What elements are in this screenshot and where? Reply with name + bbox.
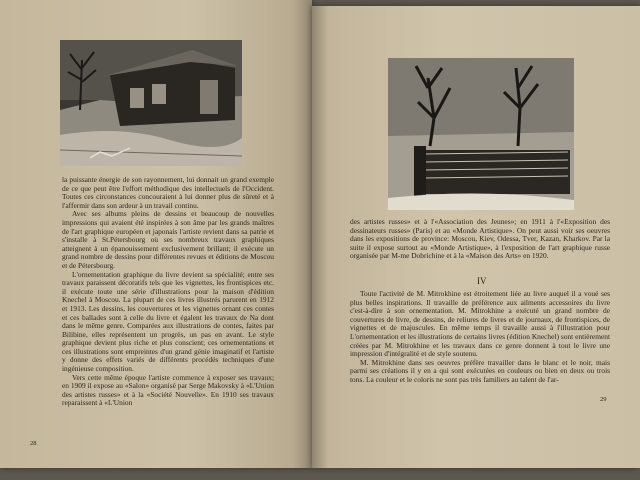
right-page xyxy=(312,6,640,468)
left-paragraph: Avec ses albums pleins de dessins et beaucoup de nouvelles impressions qui avaient été inspirées à son âme par les grands maîtres de l'art graphique européen et japonais l'artiste revient dans sa patrie et s'installe à St.Pétersbourg où ses nombreux travaux graphiques atteignent à un épanouissement exclusivement brillant; il exécute un grand nombre de dessins pour différentes revues et éditions de Moscou et de Pétersbourg. xyxy=(62,209,274,270)
left-paragraph: la puissante énergie de son rayonnement, lui donnait un grand exemple de ce que peut être l'effort méthodique des intellectuels de l'Occident. Toutes ces circonstances concouraient à lui donner plus de sûreté et à l'affermir dans son ardeur à un travail continu. xyxy=(62,175,274,210)
right-illustration-image xyxy=(388,58,574,210)
section-heading: IV xyxy=(477,276,487,286)
left-page xyxy=(0,0,312,468)
right-section-text xyxy=(350,290,610,452)
right-page-text xyxy=(350,218,610,261)
left-page-number: 28 xyxy=(30,440,37,447)
left-page-text xyxy=(62,175,274,408)
left-illustration-image xyxy=(60,40,242,166)
right-section-paragraph: M. Mitrokhine dans ses oeuvres préfère travailler dans le blanc et le noir, mais parmi ses créations il y en a qui sont exécutées en couleurs ou bien en deux ou trois tons. La couleur et le coloris ne sont pas très familiers au talent de l'ar- xyxy=(350,357,610,384)
right-intro-paragraph: des artistes russes» et à l'«Association des Jeunes»; en 1911 à l'«Exposition des dessinateurs russes» (Paris) et au «Monde Artistique». On peut aussi voir ses oeuvres dans les expositions de province: Moscou, Kiev, Odessa, Tver, Kazan, Kharkov. Par la suite il expose surtout au «Monde Artistique», à l'exposition de l'art graphique russe organisée par M-me Dobrichine et à la «Maison des Arts» en 1920. xyxy=(350,217,610,261)
left-paragraph: Vers cette même époque l'artiste commence à exposer ses travaux; en 1909 il expose au «Salon» organisé par Serge Makovsky à «L'Union des artistes russes» et à la «Société Nouvelle». En 1910 ses travaux reparaissent à «L'Union xyxy=(62,372,274,408)
right-section-paragraph: Toute l'activité de M. Mitrokhine est étroitement liée au livre auquel il a voué ses plus belles inspirations. Il travaille de préférence aux ailments accessoires du livre c'est-à-dire à son ornementation. M. Mitrokhine a exécuté un grand nombre de couvertures de livre, de dessins, de reliures de livres et de journaux, de frontispices, de vignettes et de majuscules. En même temps il travaille aussi à l'illustration pour L'ornementation et les illustrations de certains livres (édition Knechel) sont entièrement créées par M. Mitrokhine et les travaux dans ce genre donnent à tout le livre une impression d'intégralité et de style soutenu. xyxy=(350,289,610,359)
left-illustration xyxy=(60,40,242,166)
right-illustration xyxy=(388,58,574,210)
right-page-number: 29 xyxy=(600,396,607,403)
left-paragraph: L'ornementation graphique du livre devient sa spécialité; entre ses travaux paraissent décoratifs tels que les vignettes, les frontispices etc. il exécute toute une série d'illustrations pour la maison d'édition Knechel à Moscou. La plupart de ces livres illustrés parurent en 1912 et 1913. Les dessins, les couvertures et les vignettes ornant ces contes et ces ballades sont à celle du livre et égalent les travaux de Na dont dans le même genre. Comparées aux illustrations de contes, faites par Bilibine, elles représentent un progrès, un pas en avant. Le style graphique devient plus riche et plus conscient; ces ornementations et ces illustrations sont empreintes d'un grand génie imaginatif et l'artiste y donne des effets variés de différents procédés techniques d'une ingénieuse composition. xyxy=(62,269,274,374)
